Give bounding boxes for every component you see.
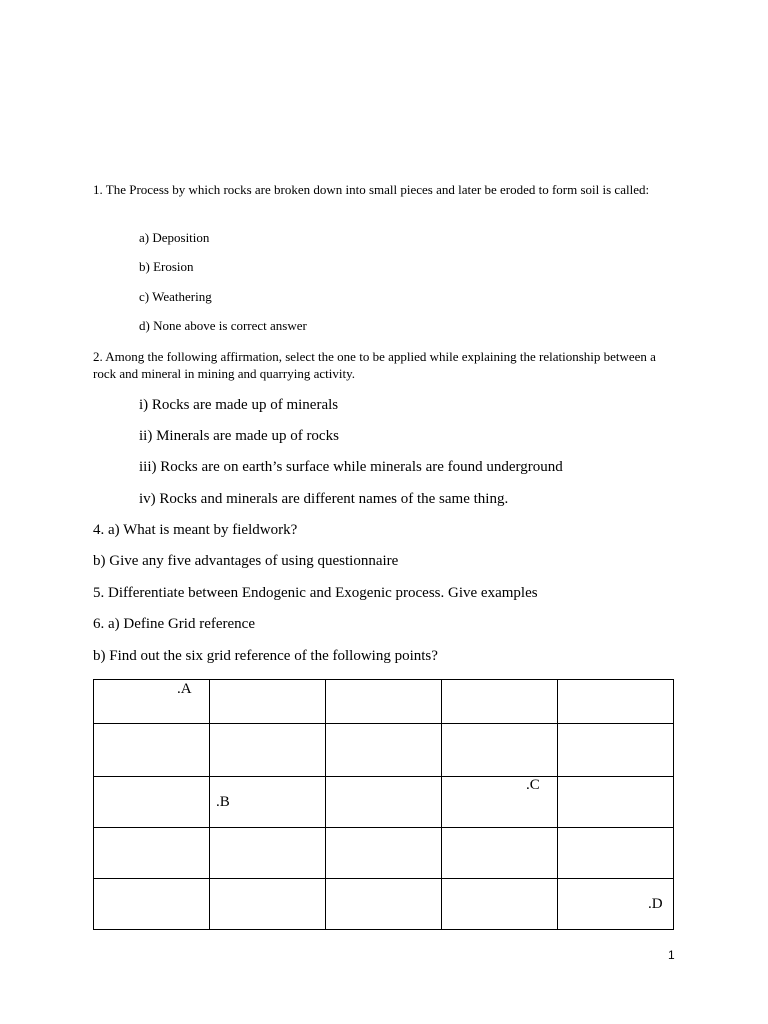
- question-1-option-c: c) Weathering: [139, 289, 212, 304]
- grid-cell: [326, 680, 442, 724]
- question-2-option-iv: iv) Rocks and minerals are different names of the same thing.: [139, 491, 509, 507]
- grid-cell: [558, 680, 674, 724]
- question-1-option-d: d) None above is correct answer: [139, 318, 307, 333]
- grid-cell: [442, 777, 558, 828]
- grid-cell: [326, 828, 442, 879]
- grid-row: [94, 828, 674, 879]
- grid-cell: [326, 724, 442, 777]
- grid-cell: [326, 879, 442, 930]
- question-6b-text: b) Find out the six grid reference of the following points?: [93, 648, 438, 664]
- grid-cell: [558, 828, 674, 879]
- grid-cell: [442, 879, 558, 930]
- grid-cell: [558, 724, 674, 777]
- question-1-text: 1. The Process by which rocks are broken down into small pieces and later be eroded to form soil is called:: [93, 182, 650, 197]
- grid-row: [94, 680, 674, 724]
- question-5-text: 5. Differentiate between Endogenic and Exogenic process. Give examples: [93, 585, 538, 601]
- grid-cell: [94, 828, 210, 879]
- grid-cell: [442, 828, 558, 879]
- grid-cell: [94, 680, 210, 724]
- grid-point-c: .C: [526, 777, 540, 793]
- grid-row: [94, 777, 674, 828]
- grid-point-a: .A: [177, 681, 192, 697]
- grid-cell: [558, 777, 674, 828]
- question-2-option-iii: iii) Rocks are on earth’s surface while minerals are found underground: [139, 459, 563, 475]
- question-6a-text: 6. a) Define Grid reference: [93, 616, 255, 632]
- grid-cell: [94, 724, 210, 777]
- grid-row: [94, 879, 674, 930]
- grid-cell: [94, 879, 210, 930]
- grid-cell: [210, 828, 326, 879]
- grid-point-b: .B: [216, 794, 230, 810]
- grid-cell: [210, 879, 326, 930]
- grid-cell: [442, 724, 558, 777]
- question-2-option-ii: ii) Minerals are made up of rocks: [139, 428, 339, 444]
- page-number: 1: [668, 948, 675, 962]
- grid-cell: [210, 777, 326, 828]
- grid-cell: [326, 777, 442, 828]
- question-4b-text: b) Give any five advantages of using questionnaire: [93, 553, 399, 569]
- grid-row: [94, 724, 674, 777]
- question-2-text: 2. Among the following affirmation, select the one to be applied while explaining the relationship between a rock and mineral in mining and quarrying activity.: [93, 349, 656, 381]
- question-2-option-i: i) Rocks are made up of minerals: [139, 397, 339, 413]
- grid-cell: [94, 777, 210, 828]
- question-1-option-b: b) Erosion: [139, 259, 194, 274]
- grid-point-d: .D: [648, 896, 663, 912]
- grid-cell: [210, 724, 326, 777]
- grid-cell: [210, 680, 326, 724]
- grid-cell: [442, 680, 558, 724]
- question-1-option-a: a) Deposition: [139, 230, 210, 245]
- grid-reference-table: [93, 679, 674, 930]
- grid-cell: [558, 879, 674, 930]
- question-4a-text: 4. a) What is meant by fieldwork?: [93, 522, 298, 538]
